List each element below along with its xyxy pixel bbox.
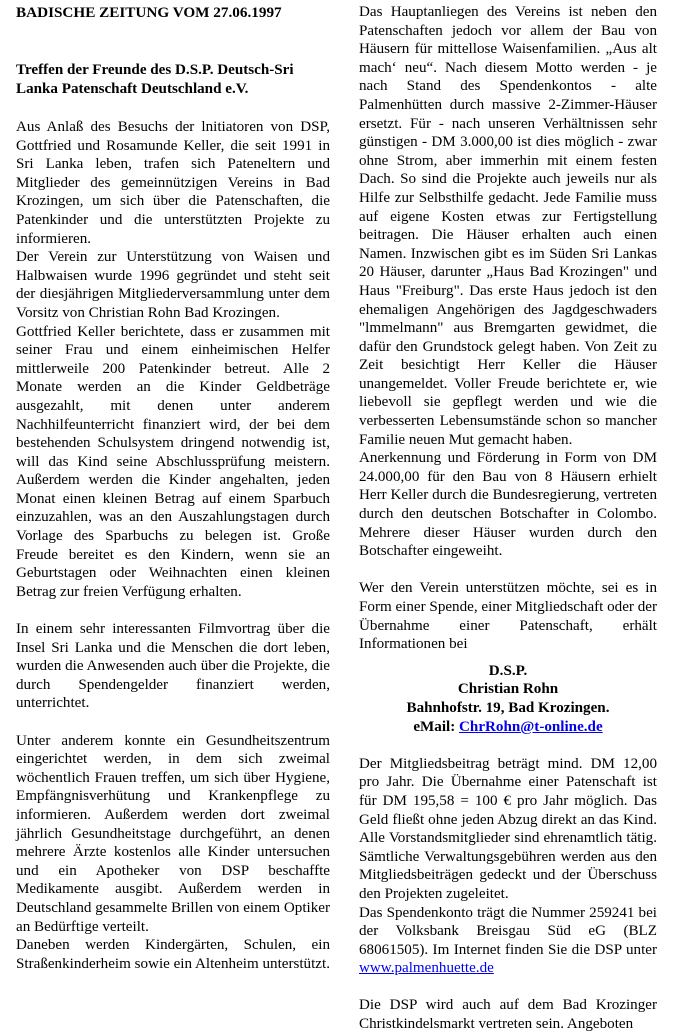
- article-paragraph: Das Hauptanliegen des Vereins ist neben den Patenschaften jedoch vor allem der Bau von Häusern für mittellose Waisenfamilien. „Aus alt mach‘ neu“. Nach diesem Motto werden - je nach Stand des Spendenkontos - alte Palmenhütten durch massive 2-Zimmer-Häuser ersetzt. Für - nach unseren Verhältnissen sehr günstigen - DM 3.000,00 ist dies möglich - zwar ohne Strom, aber immerhin mit einem festen Dach. So sind die Projekte auch jeweils nur als Hilfe zur Selbsthilfe gedacht. Jede Familie muss auf eigene Kosten etwas zur Fertigstellung beitragen. Die Häuser erhalten auch einen Namen. Inzwischen gibt es im Süden Sri Lankas 20 Häuser, darunter „Haus Bad Krozingen" und Haus "Freiburg". Das erste Haus jedoch ist den ehemaligen Angehörigen des Jagdgeschwaders "lmmelmann" aus Bremgarten gewidmet, die dafür den Grundstock gelegt haben. Von Zeit zu Zeit besichtigt Herr Keller die Häuser unangemeldet. Voller Freude berichtete er, wie liebevoll sie gepflegt werden und wie die verbesserten Lebensumstände schon so mancher Familie neuen Mut gemacht haben.: [359, 4, 657, 448]
- contact-block: [359, 662, 657, 736]
- membership-paragraph: Der Mitgliedsbeitrag beträgt mind. DM 12,00 pro Jahr. Die Übernahme einer Patenschaft ist für DM 195,58 = 100 € pro Jahr möglich. Das Geld fließt ohne jeden Abzug direkt an das Kind. Alle Vorstandsmitglieder sind ehrenamtlich tätig. Sämtliche Verwaltungsgebühren werden aus den Mitgliedsbeiträgen gedeckt und der Überschuss den Projekten zugeleitet.: [359, 755, 657, 902]
- contact-email-line: [359, 718, 657, 737]
- article-paragraph: Die DSP wird auch auf dem Bad Krozinger Christkindelsmarkt vertreten sein. Angeboten: [359, 997, 657, 1033]
- article-paragraph: Wer den Verein unterstützen möchte, sei es in Form einer Spende, einer Mitgliedschaft oder der Übernahme einer Patenschaft, erhält Informationen bei: [359, 580, 658, 653]
- article-paragraph: Anerkennung und Förderung in Form von DM 24.000,00 für den Bau von 8 Häusern erhielt Herr Keller durch die Bundesregierung, vertreten durch den deutschen Botschafter in Colombo. Mehrere dieser Häuser wurden durch den Botschafter eingeweiht.: [359, 450, 657, 560]
- article-paragraph: Aus Anlaß des Besuchs der lnitiatoren von DSP, Gottfried und Rosamunde Keller, die seit 1991 in Sri Lanka leben, trafen sich Pateneltern und Mitglieder des gemeinnützigen Vereins in Bad Krozingen, um sich über die Patenschaften, die Patenkinder und die unterstützten Projekte zu informieren.: [16, 119, 330, 247]
- account-text: Das Spendenkonto trägt die Nummer 259241 bei der Volksbank Breisgau Süd eG (BLZ 68061505). Im Internet finden Sie die DSP unter: [359, 904, 657, 958]
- right-column: [359, 0, 657, 1034]
- newspaper-masthead: BADISCHE ZEITUNG VOM 27.06.1997: [16, 4, 282, 21]
- article-headline: Treffen der Freunde des D.S.P. Deutsch-Sri Lanka Patenschaft Deutschland e.V.: [16, 62, 294, 97]
- article-paragraph: In einem sehr interessanten Filmvortrag über die Insel Sri Lanka und die Menschen die dort leben, wurden die Anwesenden auch über die Projekte, die durch Spendengelder finanziert werden, unterrichtet.: [16, 621, 330, 712]
- account-paragraph: [359, 904, 657, 978]
- contact-name: Christian Rohn: [457, 681, 559, 698]
- article-paragraph: Der Verein zur Unterstützung von Waisen und Halbwaisen wurde 1996 gegründet und steht seit der diesjährigen Mitgliederversammlung unter dem Vorsitz von Christian Rohn Bad Krozingen.: [16, 249, 330, 321]
- article-paragraph: Gottfried Keller berichtete, dass er zusammen mit seiner Frau und einem einheimischen Helfer mittlerweile 200 Patenkinder betreut. Alle 2 Monate werden an die Kinder Geldbeträge ausgezahlt, mit denen unter anderem Nachhilfeunterricht finanziert wird, der bei dem bestehenden Schulsystem dringend notwendig ist, will das Kind seine Abschlussprüfung meistern. Außerdem werden die Kinder angehalten, jeden Monat einen kleinen Betrag auf einem Sparbuch einzuzahlen, was an den Auszahlungstagen durch Vorlage des Sparbuchs zu belegen ist. Große Freude bereitet es den Kindern, wenn sie an Geburtstagen oder Weihnachten einen kleinen Betrag zur freien Verfügung erhalten.: [16, 323, 330, 600]
- article-paragraph: Unter anderem konnte ein Gesundheitszentrum eingerichtet werden, in dem sich zweimal wöchentlich Frauen treffen, um sich über Hygiene, Empfängnisverhütung und Krankenpflege zu informieren. Außerdem werden dort zweimal jährlich Gesundheitstage durchgeführt, an denen mehrere Ärzte kostenlos alle Kinder untersuchen und ein Apotheker von DSP beschaffte Medikamente ausgibt. Außerdem werden in Deutschland gesammelte Brillen von einem Optiker an Bedürftige verteilt.: [16, 732, 330, 935]
- email-label: eMail:: [413, 718, 460, 735]
- left-column: [16, 0, 330, 973]
- email-link[interactable]: ChrRohn@t-online.de: [459, 718, 603, 735]
- contact-address: Bahnhofstr. 19, Bad Krozingen.: [406, 699, 610, 716]
- article-paragraph: Daneben werden Kindergärten, Schulen, ein Straßenkinderheim sowie ein Altenheim unterstützt.: [16, 937, 330, 972]
- website-link[interactable]: www.palmenhuette.de: [359, 960, 494, 977]
- contact-org: D.S.P.: [488, 662, 528, 679]
